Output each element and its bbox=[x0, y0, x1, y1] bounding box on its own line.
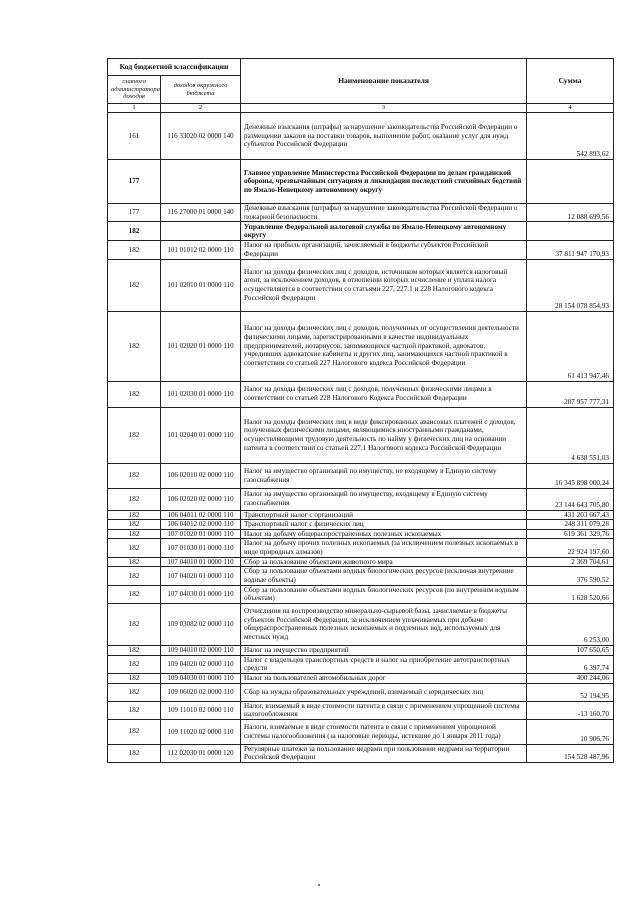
indicator-name-cell: Налог, взимаемый в виде стоимости патента в связи с применением упрощенной системы налогообложения bbox=[241, 701, 527, 719]
admin-code-cell: 182 bbox=[108, 520, 161, 530]
header-kbk: Код бюджетной классификации bbox=[108, 59, 241, 76]
indicator-name-cell: Главное управление Министерства Российской Федерации по делам гражданской обороны, чрезвычайным ситуациям и ликвидации последствий стихийных бедствий по Ямало-Ненецкому автономному округу bbox=[241, 160, 527, 204]
indicator-name-cell: Налог на имущество организаций по имуществу, входящему в Единую систему газоснабжения bbox=[241, 488, 527, 510]
indicator-name-cell: Сбор за пользование объектами водных биологических ресурсов (по внутренним водным объектам) bbox=[241, 585, 527, 603]
sum-cell: 28 154 078 854,93 bbox=[527, 259, 614, 311]
indicator-name-cell: Транспортный налог с физических лиц bbox=[241, 520, 527, 530]
income-code-cell: 109 11010 02 0000 110 bbox=[161, 701, 241, 719]
scan-speck bbox=[318, 884, 320, 886]
sum-cell: 400 244,06 bbox=[527, 673, 614, 683]
indicator-name-cell: Денежные взыскания (штрафы) за нарушение законодательства Российской Федерации о пожарной безопасности bbox=[241, 204, 527, 222]
income-code-cell: 101 02040 01 0000 110 bbox=[161, 407, 241, 463]
indicator-name-cell: Регулярные платежи за пользование недрами при пользовании недрами на территории Российской Федерации bbox=[241, 744, 527, 762]
sum-cell: 16 345 898 000,24 bbox=[527, 463, 614, 488]
table-row bbox=[108, 241, 614, 259]
table-row bbox=[108, 488, 614, 510]
income-code-cell: 107 04030 01 0000 110 bbox=[161, 585, 241, 603]
table-row bbox=[108, 407, 614, 463]
admin-code-cell: 182 bbox=[108, 567, 161, 585]
sum-cell: 287 957 777,31 bbox=[527, 381, 614, 407]
admin-code-cell: 182 bbox=[108, 585, 161, 603]
indicator-name-cell: Отчисления на воспроизводство минерально-сырьевой базы, зачисляемые в бюджеты субъектов Российской Федерации, за исключением уплачиваемых при добыче общераспространенных полезных ископаемых и подземных вод, используемых для местных нужд bbox=[241, 603, 527, 645]
indicator-name-cell: Транспортный налог с организаций bbox=[241, 510, 527, 520]
indicator-name-cell: Налог на имущество предприятий bbox=[241, 645, 527, 655]
sum-cell: 37 811 947 170,93 bbox=[527, 241, 614, 259]
table-row bbox=[108, 539, 614, 557]
sum-cell: 10 906,76 bbox=[527, 719, 614, 744]
income-code-cell: 101 02030 01 0000 110 bbox=[161, 381, 241, 407]
sum-cell: 52 194,95 bbox=[527, 683, 614, 701]
col-number: 2 bbox=[161, 104, 241, 113]
indicator-name-cell: Сбор за пользование объектами водных биологических ресурсов (исключая внутренние водные объекты) bbox=[241, 567, 527, 585]
header-income: доходов окружного бюджета bbox=[161, 76, 241, 104]
table-row bbox=[108, 204, 614, 222]
indicator-name-cell: Управление Федеральной налоговой службы по Ямало-Ненецкому автономному округу bbox=[241, 222, 527, 241]
table-row bbox=[108, 603, 614, 645]
income-code-cell: 106 02020 02 0000 110 bbox=[161, 488, 241, 510]
table-row bbox=[108, 510, 614, 520]
sum-cell: 107 650,65 bbox=[527, 645, 614, 655]
table-row bbox=[108, 655, 614, 673]
sum-cell bbox=[527, 222, 614, 241]
income-code-cell: 116 33020 02 0000 140 bbox=[161, 113, 241, 160]
sum-cell: 431 203 667,43 bbox=[527, 510, 614, 520]
admin-code-cell: 182 bbox=[108, 557, 161, 567]
income-code-cell: 106 04012 02 0000 110 bbox=[161, 520, 241, 530]
sum-cell: 12 088 699,56 bbox=[527, 204, 614, 222]
sum-cell: 6 397,74 bbox=[527, 655, 614, 673]
table-row bbox=[108, 259, 614, 311]
indicator-name-cell: Сбор за пользование объектами животного мира bbox=[241, 557, 527, 567]
table-row bbox=[108, 222, 614, 241]
indicator-name-cell: Налог на доходы физических лиц с доходов, источником которых является налоговый агент, за исключением доходов, в отношении которых исчисление и уплата налога осуществляются в соответствии со статьями 227, 227.1 и 228 Налогового кодекса Российской Федерации bbox=[241, 259, 527, 311]
table-row bbox=[108, 520, 614, 530]
table-row bbox=[108, 311, 614, 381]
income-code-cell: 101 02010 01 0000 110 bbox=[161, 259, 241, 311]
table-row bbox=[108, 719, 614, 744]
income-code-cell: 101 02020 01 0000 110 bbox=[161, 311, 241, 381]
indicator-name-cell: Налог с владельцев транспортных средств и налог на приобретение автотранспортных средств bbox=[241, 655, 527, 673]
table-row bbox=[108, 744, 614, 762]
income-code-cell: 109 11020 02 0000 110 bbox=[161, 719, 241, 744]
income-code-cell: 109 04020 02 0000 110 bbox=[161, 655, 241, 673]
indicator-name-cell: Налог на добычу прочих полезных ископаемых (за исключением полезных ископаемых в виде природных алмазов) bbox=[241, 539, 527, 557]
admin-code-cell: 182 bbox=[108, 655, 161, 673]
income-code-cell: 109 06020 02 0000 110 bbox=[161, 683, 241, 701]
income-code-cell: 109 04010 02 0000 110 bbox=[161, 645, 241, 655]
header-name: Наименование показателя bbox=[241, 59, 527, 104]
indicator-name-cell: Налог на добычу общераспространенных полезных ископаемых bbox=[241, 529, 527, 539]
budget-income-table bbox=[107, 58, 614, 763]
table-row bbox=[108, 557, 614, 567]
admin-code-cell: 182 bbox=[108, 529, 161, 539]
admin-code-cell: 182 bbox=[108, 510, 161, 520]
admin-code-cell: 182 bbox=[108, 719, 161, 744]
admin-code-cell: 182 bbox=[108, 683, 161, 701]
income-code-cell: 106 02010 02 0000 110 bbox=[161, 463, 241, 488]
sum-cell: 619 361 329,76 bbox=[527, 529, 614, 539]
admin-code-cell: 182 bbox=[108, 407, 161, 463]
table-row bbox=[108, 701, 614, 719]
income-code-cell: 107 04010 01 0000 110 bbox=[161, 557, 241, 567]
income-code-cell: 116 27000 01 0000 140 bbox=[161, 204, 241, 222]
sum-cell: 61 413 947,46 bbox=[527, 311, 614, 381]
col-number: 4 bbox=[527, 104, 614, 113]
admin-code-cell: 182 bbox=[108, 673, 161, 683]
admin-code-cell: 177 bbox=[108, 160, 161, 204]
income-code-cell: 109 04030 01 0000 110 bbox=[161, 673, 241, 683]
table-row bbox=[108, 529, 614, 539]
income-code-cell: 107 04020 01 0000 110 bbox=[161, 567, 241, 585]
sum-cell: 22 924 197,60 bbox=[527, 539, 614, 557]
sum-cell: 23 144 643 705,80 bbox=[527, 488, 614, 510]
sum-cell: 2 369 704,61 bbox=[527, 557, 614, 567]
col-number: 1 bbox=[108, 104, 161, 113]
indicator-name-cell: Налоги, взимаемые в виде стоимости патента в связи с применением упрощенной системы налогообложения (за налоговые периоды, истекшие до 1 января 2011 года) bbox=[241, 719, 527, 744]
table-row bbox=[108, 673, 614, 683]
sum-cell: 542 893,62 bbox=[527, 113, 614, 160]
income-code-cell: 112 02030 01 0000 120 bbox=[161, 744, 241, 762]
admin-code-cell: 182 bbox=[108, 463, 161, 488]
sum-cell: 154 528 487,96 bbox=[527, 744, 614, 762]
income-code-cell: 106 04011 02 0000 110 bbox=[161, 510, 241, 520]
indicator-name-cell: Налог на имущество организаций по имуществу, не входящему в Единую систему газоснабжения bbox=[241, 463, 527, 488]
sum-cell bbox=[527, 160, 614, 204]
admin-code-cell: 182 bbox=[108, 539, 161, 557]
table-row bbox=[108, 585, 614, 603]
table-row bbox=[108, 463, 614, 488]
table-row bbox=[108, 683, 614, 701]
header-sum: Сумма bbox=[527, 59, 614, 104]
admin-code-cell: 182 bbox=[108, 311, 161, 381]
income-code-cell bbox=[161, 160, 241, 204]
income-code-cell: 107 01020 01 0000 110 bbox=[161, 529, 241, 539]
admin-code-cell: 161 bbox=[108, 113, 161, 160]
sum-cell: 248 311 079,28 bbox=[527, 520, 614, 530]
admin-code-cell: 182 bbox=[108, 701, 161, 719]
indicator-name-cell: Налог на прибыль организаций, зачисляемый в бюджеты субъектов Российской Федерации bbox=[241, 241, 527, 259]
income-code-cell bbox=[161, 222, 241, 241]
indicator-name-cell: Денежные взыскания (штрафы) за нарушение законодательства Российской Федерации о размещении заказов на поставки товаров, выполнение работ, оказание услуг для нужд субъектов Российской Федерации bbox=[241, 113, 527, 160]
sum-cell: 6 253,00 bbox=[527, 603, 614, 645]
header-admin: главного администратора доходов bbox=[108, 76, 161, 104]
income-code-cell: 107 01030 01 0000 110 bbox=[161, 539, 241, 557]
table-row bbox=[108, 645, 614, 655]
indicator-name-cell: Налог на доходы физических лиц с доходов, полученных физическими лицами в соответствии со статьей 228 Налогового Кодекса Российской Федерации bbox=[241, 381, 527, 407]
sum-cell: 376 590,52 bbox=[527, 567, 614, 585]
admin-code-cell: 182 bbox=[108, 259, 161, 311]
indicator-name-cell: Налог на пользователей автомобильных дорог bbox=[241, 673, 527, 683]
sum-cell: 1 628 520,66 bbox=[527, 585, 614, 603]
admin-code-cell: 182 bbox=[108, 744, 161, 762]
admin-code-cell: 182 bbox=[108, 488, 161, 510]
sum-cell: -13 160,70 bbox=[527, 701, 614, 719]
table-row bbox=[108, 160, 614, 204]
indicator-name-cell: Налог на доходы физических лиц в виде фиксированных авансовых платежей с доходов, полученных физическими лицами, являющимися иностранными гражданами, осуществляющими трудовую деятельность по найму у физических лиц на основании патента в соответствии со статьей 227.1 Налогового кодекса Российской Федерации bbox=[241, 407, 527, 463]
indicator-name-cell: Сбор на нужды образовательных учреждений, взимаемый с юридических лиц bbox=[241, 683, 527, 701]
admin-code-cell: 182 bbox=[108, 603, 161, 645]
sum-cell: 4 638 551,03 bbox=[527, 407, 614, 463]
indicator-name-cell: Налог на доходы физических лиц с доходов, полученных от осуществления деятельности физическими лицами, зарегистрированными в качестве индивидуальных предпринимателей, нотариусов, занимающихся частной практикой, адвокатов, учредивших адвокатские кабинеты и других лиц, занимающихся частной практикой в соответствии со статьей 227 Налогового кодекса Российской Федерации bbox=[241, 311, 527, 381]
admin-code-cell: 177 bbox=[108, 204, 161, 222]
table-row bbox=[108, 567, 614, 585]
table-row bbox=[108, 113, 614, 160]
admin-code-cell: 182 bbox=[108, 381, 161, 407]
admin-code-cell: 182 bbox=[108, 241, 161, 259]
table-row bbox=[108, 381, 614, 407]
admin-code-cell: 182 bbox=[108, 645, 161, 655]
income-code-cell: 101 01012 02 0000 110 bbox=[161, 241, 241, 259]
admin-code-cell: 182 bbox=[108, 222, 161, 241]
income-code-cell: 109 03082 02 0000 110 bbox=[161, 603, 241, 645]
col-number: 3 bbox=[241, 104, 527, 113]
